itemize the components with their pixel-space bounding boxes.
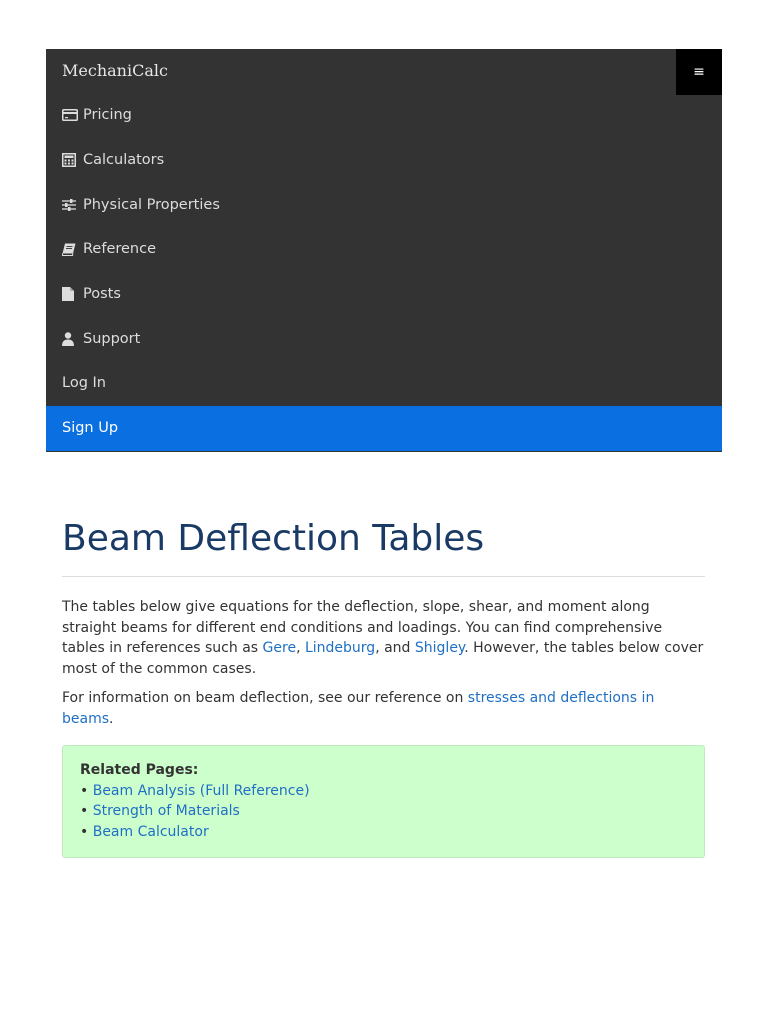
intro-separator: , and: [375, 640, 415, 656]
info-text: .: [109, 710, 114, 727]
nav-item-physical-properties[interactable]: [46, 182, 722, 227]
nav-item-reference[interactable]: [46, 227, 722, 272]
main-content: [62, 512, 705, 858]
nav-menu: [46, 93, 722, 451]
bullet: •: [80, 803, 93, 819]
related-pages-title: Related Pages:: [80, 762, 199, 778]
intro-separator: ,: [296, 640, 305, 656]
nav-item-label: Sign Up: [62, 420, 119, 437]
beam-calculator-link[interactable]: Beam Calculator: [92, 823, 209, 840]
info-paragraph: [62, 688, 705, 729]
menu-toggle-button[interactable]: [676, 49, 722, 95]
nav-item-label: Support: [83, 330, 141, 347]
gere-link[interactable]: Gere: [262, 640, 297, 656]
sliders-icon: [62, 199, 80, 211]
bullet: •: [80, 782, 93, 799]
book-icon: [62, 243, 80, 256]
nav-item-label: Calculators: [83, 152, 165, 169]
file-icon: [62, 287, 80, 301]
nav-item-label: Physical Properties: [83, 196, 220, 213]
related-item: [80, 781, 687, 802]
brand-logo[interactable]: MechaniCalc: [62, 61, 168, 80]
navbar: [46, 49, 722, 452]
nav-item-label: Reference: [83, 241, 157, 258]
nav-item-label: Log In: [62, 375, 106, 392]
credit-card-icon: [62, 109, 80, 121]
nav-item-posts[interactable]: [46, 272, 722, 317]
nav-item-calculators[interactable]: [46, 138, 722, 183]
intro-text: The tables below give equations for the deflection, slope, shear, and moment along straight beams for different end conditions and loadings. You can find comprehensive tables in references such as: [62, 599, 663, 656]
shigley-link[interactable]: Shigley: [414, 640, 465, 656]
stresses-deflections-link[interactable]: stresses and deflections in beams: [62, 690, 655, 727]
calculator-icon: [62, 153, 80, 167]
related-item: [80, 801, 687, 822]
info-text: For information on beam deflection, see our reference on: [62, 690, 468, 706]
page-title: Beam Deflection Tables: [62, 518, 485, 559]
nav-item-label: Pricing: [83, 107, 132, 124]
intro-paragraph: [62, 597, 705, 679]
lindeburg-link[interactable]: Lindeburg: [304, 640, 376, 656]
intro-text: . However, the tables below cover most of the common cases.: [62, 640, 704, 677]
hamburger-icon: ≡: [693, 64, 705, 80]
nav-item-label: Posts: [83, 286, 121, 303]
strength-of-materials-link[interactable]: Strength of Materials: [92, 803, 240, 819]
related-item: [80, 822, 687, 843]
related-pages-box: [62, 745, 705, 858]
user-icon: [62, 332, 80, 346]
nav-item-pricing[interactable]: [46, 93, 722, 138]
beam-analysis-link[interactable]: Beam Analysis (Full Reference): [92, 782, 310, 799]
title-divider: [62, 576, 705, 577]
nav-item-sign-up[interactable]: [46, 406, 722, 451]
nav-item-log-in[interactable]: [46, 361, 722, 406]
nav-item-support[interactable]: [46, 316, 722, 361]
bullet: •: [80, 823, 93, 840]
